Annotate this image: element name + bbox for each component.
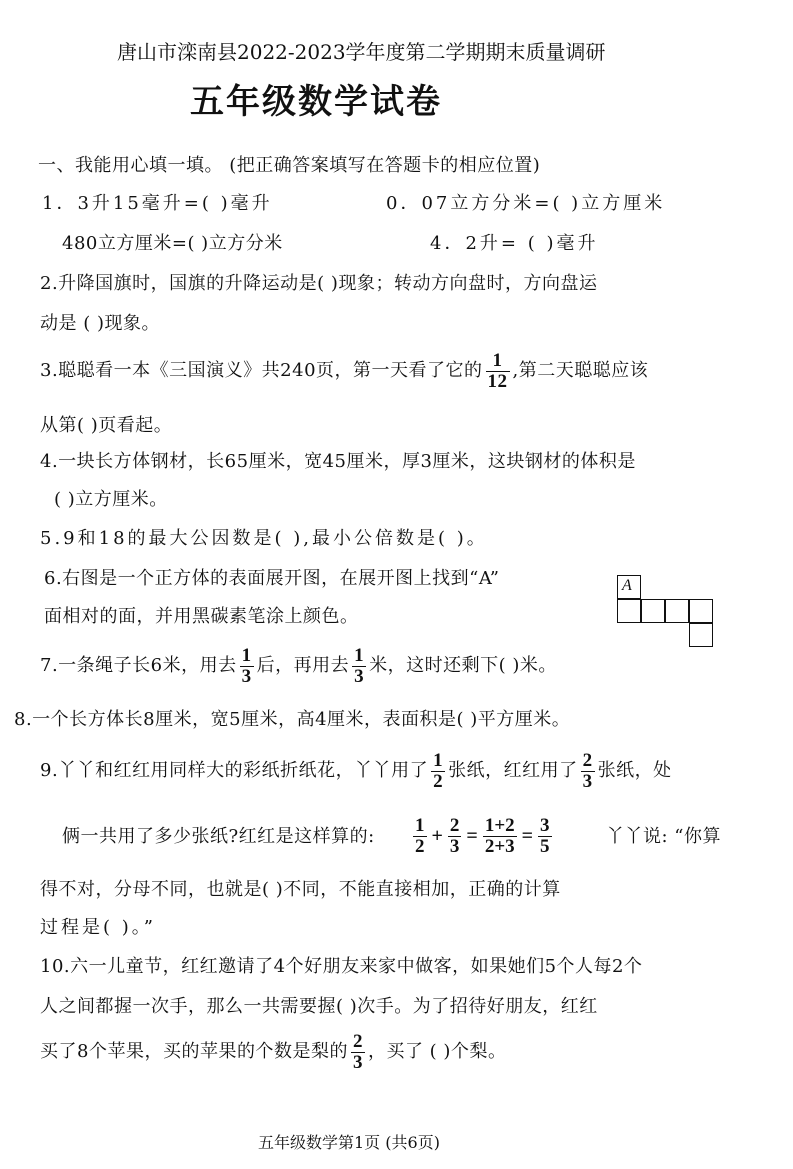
- q9-fraction-2-num: 2: [582, 749, 593, 771]
- q9-part3: 张纸，处: [597, 760, 672, 781]
- q8-line1: 8.一个长方体长8厘米，宽5厘米，高4厘米，表面积是( )平方厘米。: [14, 709, 571, 730]
- q9-line1: [40, 748, 672, 794]
- q1-part-c: 480立方厘米=( )立方分米: [62, 233, 283, 254]
- cube-face: [689, 623, 713, 647]
- q10-line3: [40, 1025, 506, 1079]
- q6-line1: 6.右图是一个正方体的表面展开图，在展开图上找到“A”: [44, 568, 500, 589]
- q9-line3: 得不对，分母不同，也就是( )不同，不能直接相加，正确的计算: [40, 879, 561, 900]
- cube-face: [617, 599, 641, 623]
- q10-line2: 人之间都握一次手，那么一共需要握( )次手。为了招待好朋友，红红: [40, 996, 598, 1017]
- q9-fraction-2: [581, 751, 595, 792]
- q7-fraction-1: [240, 646, 254, 687]
- q6-line2: 面相对的面，并用黑碳素笔涂上颜色。: [44, 606, 359, 627]
- q10-line3-after: ，买了 ( )个梨。: [367, 1041, 507, 1062]
- formula-equals-1: =: [466, 824, 478, 847]
- q7-part3: 米，这时还剩下( )米。: [369, 655, 557, 676]
- exam-subtitle: 唐山市滦南县2022-2023学年度第二学期期末质量调研: [117, 40, 606, 64]
- q3-line2: 从第( )页看起。: [40, 415, 173, 436]
- q9-part1: 9.丫丫和红红用同样大的彩纸折纸花，丫丫用了: [40, 760, 429, 781]
- cube-face: [665, 599, 689, 623]
- q1-part-d: 4．2升= ( )毫升: [430, 233, 599, 254]
- q10-line3-before: 买了8个苹果，买的苹果的个数是梨的: [40, 1041, 348, 1062]
- cube-net-figure: [617, 575, 717, 653]
- section-heading: 一、我能用心填一填。 (把正确答案填写在答题卡的相应位置): [38, 155, 541, 176]
- q10-fraction-den: 3: [352, 1051, 363, 1073]
- q1-part-a: 1．3升15毫升=( )毫升: [42, 193, 273, 214]
- formula-frac-c: [483, 816, 517, 857]
- q7-line: [40, 643, 557, 689]
- q7-fraction-1-num: 1: [241, 644, 252, 666]
- formula-plus: +: [431, 824, 443, 847]
- formula-frac-a-den: 2: [415, 835, 425, 857]
- q3-fraction-num: 1: [492, 349, 503, 371]
- formula-frac-d: [538, 816, 552, 857]
- q9-formula: [410, 810, 555, 862]
- q9-fraction-1-den: 2: [433, 770, 444, 792]
- formula-frac-a: [413, 816, 427, 857]
- q3-line1: [40, 348, 648, 394]
- formula-equals-2: =: [521, 824, 534, 847]
- exam-title: 五年级数学试卷: [190, 82, 442, 122]
- q3-fraction: [486, 351, 510, 392]
- q7-part1: 7.一条绳子长6米，用去: [40, 655, 237, 676]
- formula-frac-b-den: 3: [449, 835, 460, 857]
- cube-face-a: [617, 575, 641, 599]
- q7-fraction-2-den: 3: [354, 665, 365, 687]
- q10-line1: 10.六一儿童节，红红邀请了4个好朋友来家中做客，如果她们5个人每2个: [40, 956, 643, 977]
- q3-text-before: 3.聪聪看一本《三国演义》共240页，第一天看了它的: [40, 360, 483, 381]
- q5-line1: 5.9和18的最大公因数是( ),最小公倍数是( )。: [40, 528, 488, 549]
- q7-fraction-2-num: 1: [354, 644, 365, 666]
- q4-line1: 4.一块长方体钢材，长65厘米，宽45厘米，厚3厘米，这块钢材的体积是: [40, 451, 636, 472]
- q7-part2: 后，再用去: [256, 655, 350, 676]
- page-footer: 五年级数学第1页 (共6页): [258, 1133, 440, 1152]
- cube-face: [689, 599, 713, 623]
- q9-fraction-1: [431, 751, 445, 792]
- q9-line4: 过程是( )。”: [40, 917, 156, 938]
- cube-face-a-label: A: [622, 577, 632, 594]
- q7-fraction-1-den: 3: [241, 665, 252, 687]
- q2-line2: 动是 ( )现象。: [40, 313, 160, 334]
- formula-frac-a-num: 1: [415, 814, 425, 836]
- formula-frac-d-num: 3: [540, 814, 550, 836]
- q3-fraction-den: 12: [487, 370, 508, 392]
- q3-text-after: ,第二天聪聪应该: [512, 360, 649, 381]
- q9-line2-text: 俩一共用了多少张纸?红红是这样算的:: [62, 826, 375, 847]
- q2-line1: 2.升降国旗时，国旗的升降运动是( )现象；转动方向盘时，方向盘运: [40, 273, 598, 294]
- q9-line2-tail: 丫丫说: “你算: [606, 826, 721, 847]
- q9-part2: 张纸，红红用了: [448, 760, 578, 781]
- q7-fraction-2: [352, 646, 366, 687]
- q9-fraction-1-num: 1: [433, 749, 444, 771]
- q4-line2: ( )立方厘米。: [54, 489, 168, 510]
- formula-frac-b: [448, 816, 462, 857]
- cube-face: [641, 599, 665, 623]
- formula-frac-b-num: 2: [449, 814, 460, 836]
- formula-frac-c-num: 1+2: [484, 814, 515, 836]
- q1-part-b: 0．07立方分米=( )立方厘米: [386, 193, 666, 214]
- q10-fraction: [351, 1032, 365, 1073]
- q10-fraction-num: 2: [352, 1030, 363, 1052]
- formula-frac-d-den: 5: [540, 835, 550, 857]
- formula-frac-c-den: 2+3: [484, 835, 515, 857]
- q9-fraction-2-den: 3: [582, 770, 593, 792]
